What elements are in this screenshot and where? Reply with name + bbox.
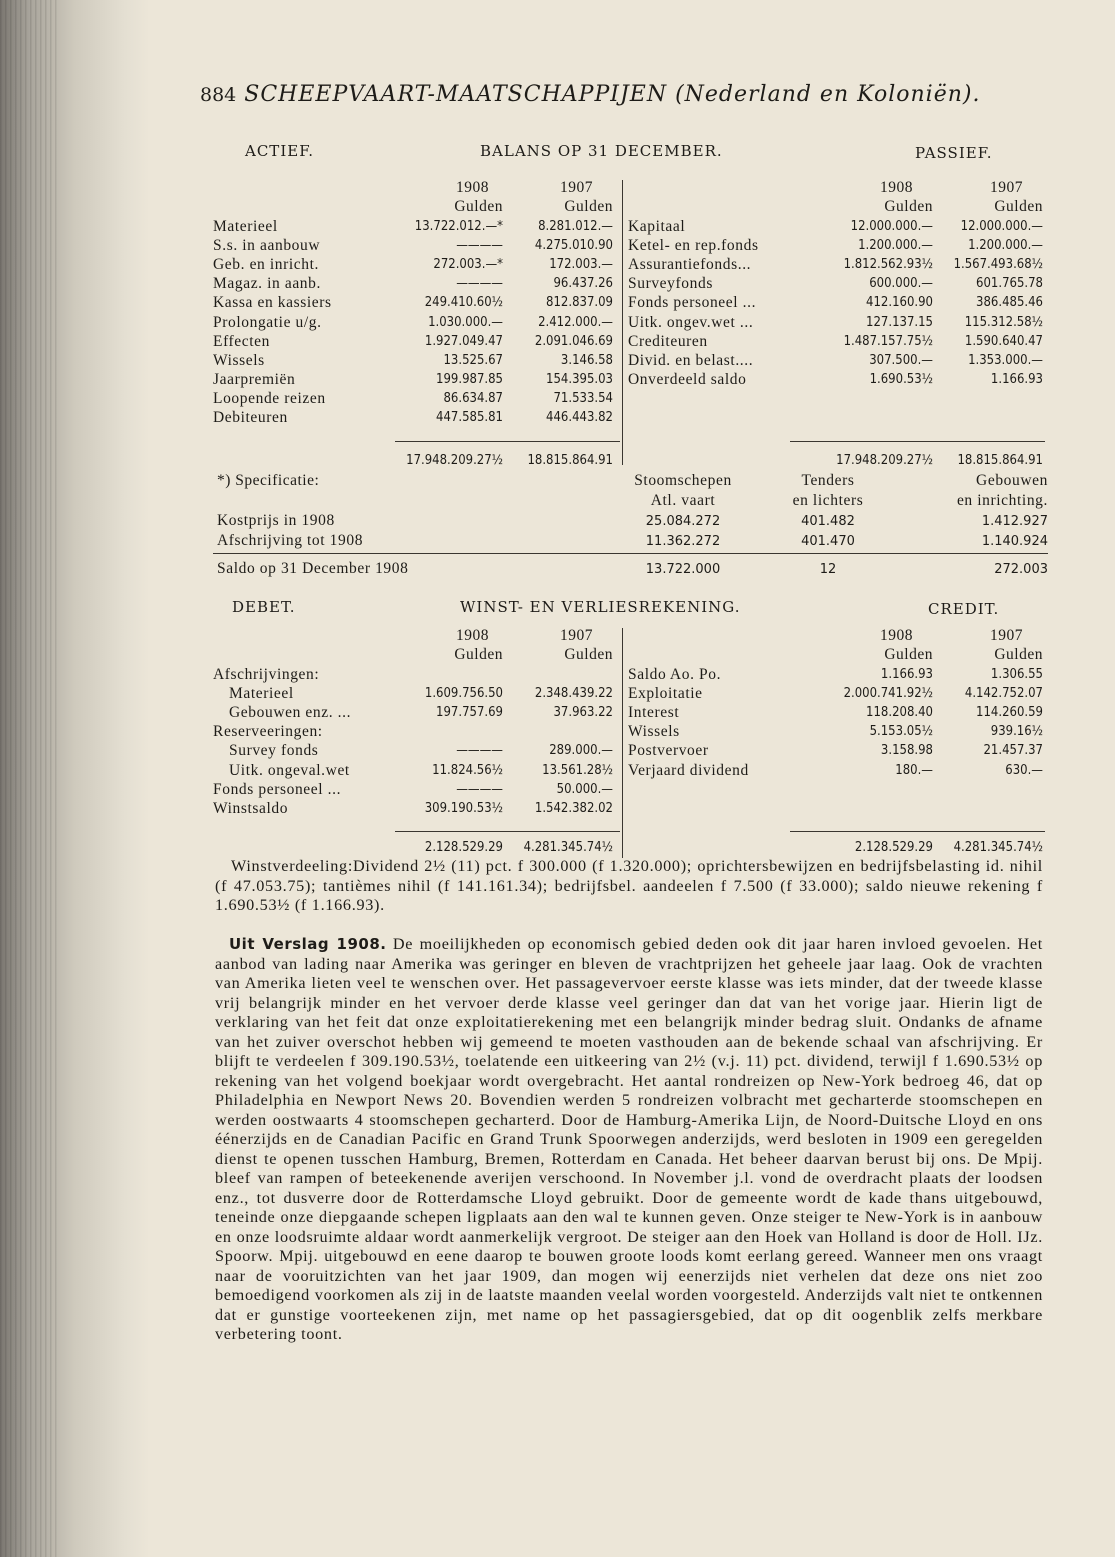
passief-row: [628, 351, 1043, 370]
year-row: [628, 178, 1043, 197]
value-1907: 939.16½: [990, 724, 1043, 740]
value-1907: 1.353.000.—: [968, 352, 1043, 368]
spec-tenders: 401.470: [801, 533, 855, 549]
value-1907: 386.485.46: [976, 295, 1043, 311]
spec-col2-head: Tenders: [801, 472, 855, 489]
value-1907: [503, 664, 613, 683]
page-number: 884: [200, 84, 237, 106]
spec-row-label: Kostprijs in 1908: [217, 512, 335, 529]
passief-total-1908: 17.948.209.27½: [836, 453, 933, 469]
value-1907: 1.306.55: [990, 666, 1043, 682]
spec-row: [213, 551, 1048, 579]
value-1907: 115.312.58½: [964, 314, 1043, 330]
row-label: Reserveeringen:: [213, 723, 323, 741]
value-1907: 114.260.59: [976, 704, 1043, 720]
row-label: Saldo Ao. Po.: [628, 665, 722, 683]
row-label: Verjaard dividend: [628, 761, 749, 779]
value-1908: 86.634.87: [443, 391, 503, 407]
passief-heading: PASSIEF.: [915, 144, 993, 162]
value-1908: 1.030.000.—: [428, 314, 503, 330]
credit-row: [628, 760, 1043, 779]
value-1908: 199.987.85: [436, 372, 503, 388]
debet-total-1907: 4.281.345.74½: [523, 840, 613, 856]
value-1908: ————: [456, 743, 503, 759]
actief-row: [213, 332, 613, 351]
debet-total: [213, 838, 613, 857]
spec-steamships: 11.362.272: [645, 533, 721, 549]
row-label: Materieel: [229, 684, 294, 702]
row-label: Wissels: [213, 351, 265, 369]
spec-buildings: 272.003: [994, 561, 1048, 577]
credit-row: [628, 741, 1043, 760]
row-label: Surveyfonds: [628, 275, 713, 293]
year-a: 1908: [456, 627, 489, 645]
value-1908: 13.722.012.—*: [414, 218, 503, 234]
value-1907: 601.765.78: [976, 276, 1043, 292]
unit-a: Gulden: [884, 646, 933, 664]
value-1908: 447.585.81: [436, 410, 503, 426]
specification-label: *) Specificatie:: [217, 472, 320, 489]
passief-row: [628, 370, 1043, 389]
value-1907: 812.837.09: [546, 295, 613, 311]
value-1907: 289.000.—: [549, 743, 613, 759]
actief-row: [213, 408, 613, 427]
row-label: Debiteuren: [213, 409, 288, 427]
passief-row: [628, 274, 1043, 293]
running-head: [200, 82, 980, 107]
value-1908: 1.690.53½: [869, 372, 933, 388]
row-label: Afschrijvingen:: [213, 665, 320, 683]
value-1908: 2.000.741.92½: [843, 685, 933, 701]
year-b: 1907: [990, 179, 1023, 197]
passief-row: [628, 255, 1043, 274]
actief-heading: ACTIEF.: [245, 142, 315, 160]
debet-heading: DEBET.: [232, 598, 296, 616]
year-row: [213, 178, 613, 197]
debet-row: [213, 741, 613, 760]
actief-row: [213, 236, 613, 255]
debet-row: [213, 722, 613, 741]
value-1907: 1.200.000.—: [968, 237, 1043, 253]
row-label: Magaz. in aanb.: [213, 275, 321, 293]
row-label: Survey fonds: [229, 742, 319, 760]
row-label: Effecten: [213, 332, 271, 350]
row-label: Loopende reizen: [213, 390, 326, 408]
debet-total-rule: [395, 831, 620, 832]
debet-total-1908: 2.128.529.29: [424, 840, 503, 856]
unit-b: Gulden: [564, 198, 613, 216]
credit-row: [628, 722, 1043, 741]
row-label: Winstsaldo: [213, 799, 289, 817]
row-label: Uitk. ongev.wet ...: [628, 313, 754, 331]
value-1908: ————: [456, 237, 503, 253]
passief-total-1907: 18.815.864.91: [957, 453, 1043, 469]
row-label: Ketel- en rep.fonds: [628, 236, 759, 254]
row-label: Geb. en inricht.: [213, 255, 320, 273]
value-1907: 8.281.012.—: [538, 218, 613, 234]
actief-total: [213, 451, 613, 470]
value-1907: 37.963.22: [553, 704, 613, 720]
row-label: Crediteuren: [628, 332, 708, 350]
year-b: 1907: [560, 179, 593, 197]
value-1908: 13.525.67: [443, 352, 503, 368]
value-1907: 446.443.82: [546, 410, 613, 426]
value-1908: [393, 664, 503, 683]
value-1907: 2.348.439.22: [534, 685, 613, 701]
value-1908: 197.757.69: [436, 704, 503, 720]
spec-rule: [213, 553, 1048, 554]
year-a: 1908: [880, 627, 913, 645]
balance-divider: [622, 180, 623, 465]
passief-table: [628, 178, 1043, 389]
spec-col2-sub: en lichters: [792, 492, 864, 509]
actief-row: [213, 351, 613, 370]
debet-row: [213, 664, 613, 683]
debet-table: [213, 626, 613, 818]
row-label: Uitk. ongeval.wet: [229, 761, 350, 779]
value-1908: 1.166.93: [880, 666, 933, 682]
unit-row: [213, 197, 613, 216]
pl-heading: WINST- EN VERLIESREKENING.: [460, 598, 741, 616]
value-1908: [393, 722, 503, 741]
unit-a: Gulden: [454, 198, 503, 216]
value-1908: 1.927.049.47: [424, 333, 503, 349]
value-1908: 1.609.756.50: [424, 685, 503, 701]
unit-b: Gulden: [564, 646, 613, 664]
value-1908: ————: [456, 781, 503, 797]
winstverdeeling-paragraph: Winstverdeeling:Dividend 2½ (11) pct. f 300.000 (f 1.320.000); oprichtersbewijzen en bedrijfsbelasting id. nihil (f 47.053.75); tantièmes nihil (f 141.161.34); bedrijfsbel. aandeelen f 7.500 (f 33.000); saldo nieuwe rekening f 1.690.53½ (f 1.166.93).: [215, 857, 1043, 914]
value-1908: 272.003.—*: [433, 256, 503, 272]
passief-row: [628, 332, 1043, 351]
credit-total-rule: [790, 831, 1045, 832]
actief-row: [213, 216, 613, 235]
value-1907: 50.000.—: [556, 781, 613, 797]
value-1907: 96.437.26: [553, 276, 613, 292]
passief-row: [628, 216, 1043, 235]
page-title: SCHEEPVAART-MAATSCHAPPIJEN (Nederland en Koloniën).: [244, 82, 981, 107]
value-1907: 4.142.752.07: [964, 685, 1043, 701]
credit-table: [628, 626, 1043, 780]
report-heading: Uit Verslag 1908.: [229, 935, 387, 953]
value-1907: 1.542.382.02: [534, 800, 613, 816]
passief-row: [628, 312, 1043, 331]
row-label: Fonds personeel ...: [213, 780, 342, 798]
actief-row: [213, 389, 613, 408]
spec-col1-sub: Atl. vaart: [650, 492, 716, 509]
credit-row: [628, 684, 1043, 703]
value-1907: 1.166.93: [990, 372, 1043, 388]
value-1908: 118.208.40: [866, 704, 933, 720]
actief-row: [213, 274, 613, 293]
value-1907: 2.091.046.69: [534, 333, 613, 349]
actief-row: [213, 312, 613, 331]
value-1907: 1.567.493.68½: [953, 256, 1043, 272]
actief-total-1907: 18.815.864.91: [527, 453, 613, 469]
passief-total-rule: [790, 441, 1045, 442]
value-1907: 2.412.000.—: [538, 314, 613, 330]
value-1908: 3.158.98: [880, 743, 933, 759]
credit-row: [628, 664, 1043, 683]
spec-row: [213, 511, 1048, 531]
debet-row: [213, 780, 613, 799]
row-label: Prolongatie u/g.: [213, 313, 322, 331]
spec-buildings: 1.140.924: [981, 533, 1048, 549]
spec-steamships: 25.084.272: [645, 513, 721, 529]
row-label: Fonds personeel ...: [628, 294, 757, 312]
spec-col1-head: Stoomschepen: [634, 472, 732, 489]
year-b: 1907: [990, 627, 1023, 645]
row-label: Wissels: [628, 723, 680, 741]
year-b: 1907: [560, 627, 593, 645]
debet-row: [213, 703, 613, 722]
actief-table: [213, 178, 613, 427]
credit-total: [628, 838, 1043, 857]
value-1908: 1.812.562.93½: [843, 256, 933, 272]
value-1908: 600.000.—: [869, 276, 933, 292]
value-1907: 21.457.37: [983, 743, 1043, 759]
report-paragraph: [215, 935, 1043, 1345]
value-1908: 1.487.157.75½: [843, 333, 933, 349]
value-1907: 1.590.640.47: [964, 333, 1043, 349]
row-label: Jaarpremiën: [213, 371, 296, 389]
row-label: Onverdeeld saldo: [628, 371, 747, 389]
passief-total: [628, 451, 1043, 470]
value-1908: 180.—: [895, 762, 933, 778]
row-label: Postvervoer: [628, 742, 709, 760]
value-1907: [503, 722, 613, 741]
row-label: Gebouwen enz. ...: [229, 703, 352, 721]
unit-b: Gulden: [994, 198, 1043, 216]
value-1907: 13.561.28½: [542, 762, 613, 778]
debet-row: [213, 799, 613, 818]
value-1908: 412.160.90: [866, 295, 933, 311]
value-1907: 4.275.010.90: [534, 237, 613, 253]
row-label: Divid. en belast....: [628, 351, 754, 369]
spec-row: [213, 531, 1048, 551]
credit-row: [628, 703, 1043, 722]
passief-row: [628, 293, 1043, 312]
year-a: 1908: [880, 179, 913, 197]
unit-a: Gulden: [454, 646, 503, 664]
row-label: Kassa en kassiers: [213, 294, 332, 312]
report-text: De moeilijkheden op economisch gebied deden ook dit jaar haren invloed gevoelen. Het aanbod van lading naar Amerika was geringer en bleven de vrachtprijzen het geheele jaar laag. Ook de vrachten van Amerika lieten veel te wenschen over. Het passagevervoer eerste klasse was iets minder, dat der tweede klasse vrij belangrijk minder en het vervoer derde klasse veel geringer dan dat van het vorige jaar. Hierin ligt de verklaring van het feit dat onze exploitatierekening met een belangrijk minder bedrag sluit. Ondanks de afname van het zuiver overschot hebben wij gemeend te moeten vasthouden aan de bekende schaal van afschrijving. Er blijft te verdeelen f 309.190.53½, toelatende een uitkeering van 2½ (v.j. 11) pct. dividend, terwijl f 1.690.53½ op rekening van het volgend boekjaar wordt overgebracht. Het aantal rondreizen op New-York bedroeg 46, dat op Philadelphia en Newport News 20. Bovendien werden 5 rondreizen volbracht met gecharterde stoomschepen en werden oostwaarts 4 stoomschepen gecharterd. Door de Hamburg-Amerika Lijn, de Noord-Duitsche Lloyd en ons éénerzijds en de Canadian Pacific en Grand Trunk Spoorwegen anderzijds, werd besloten in 1909 een geregelden dienst te openen tusschen Hamburg, Bremen, Rotterdam en Canada. Het beheer daarvan berust bij ons. De Mpij. bleef van rampen of beteekenende averijen verschoond. In November j.l. vond de overdracht plaats der loodsen enz., tot dusverre door de Rotterdamsche Lloyd gebruikt. Door de gemeente wordt de kade thans uitgebouwd, teneinde onze diepgaande schepen ligplaats aan den wal te kunnen geven. Onze steiger te New-York is in aanbouw en onze loodsruimte aldaar wordt aanmerkelijk vergroot. De steiger aan den Hoek van Holland is door de Holl. IJz. Spoorw. Mpij. uitgebouwd en eene daarop te bouwen groote loods komt eerlang gereed. Wanneer men ons vraagt naar de vooruitzichten van het jaar 1909, dan mogen wij eenerzijds niet verhelen dat deze ons niet zoo bemoedigend voorkomen als zij in de laatste maanden veelal worden voorgesteld. Anderzijds valt niet te ontkennen dat er gunstige voorteekenen zijn, met name op het passagiersgebied, dat op dit oogenblik zelfs merkbare verbetering toont.: [215, 935, 1044, 1343]
actief-row: [213, 255, 613, 274]
row-label: Assurantiefonds...: [628, 255, 752, 273]
credit-total-1907: 4.281.345.74½: [953, 840, 1043, 856]
row-label: Materieel: [213, 217, 278, 235]
value-1908: ————: [456, 276, 503, 292]
spec-tenders: 401.482: [801, 513, 855, 529]
value-1908: 307.500.—: [869, 352, 933, 368]
value-1908: 309.190.53½: [424, 800, 503, 816]
spec-buildings: 1.412.927: [981, 513, 1048, 529]
credit-heading: CREDIT.: [928, 600, 1000, 618]
passief-row: [628, 236, 1043, 255]
value-1907: 172.003.—: [549, 256, 613, 272]
row-label: Kapitaal: [628, 217, 686, 235]
value-1907: 3.146.58: [560, 352, 613, 368]
row-label: S.s. in aanbouw: [213, 236, 321, 254]
page-binding-shadow: [0, 0, 150, 1557]
row-label: Interest: [628, 703, 680, 721]
spec-row-label: Saldo op 31 December 1908: [217, 560, 409, 577]
value-1908: 127.137.15: [866, 314, 933, 330]
actief-total-1908: 17.948.209.27½: [406, 453, 503, 469]
debet-row: [213, 684, 613, 703]
pl-divider: [622, 628, 623, 858]
value-1908: 1.200.000.—: [858, 237, 933, 253]
actief-row: [213, 293, 613, 312]
unit-a: Gulden: [884, 198, 933, 216]
spec-row-label: Afschrijving tot 1908: [217, 532, 364, 549]
value-1907: 154.395.03: [546, 372, 613, 388]
value-1908: 12.000.000.—: [850, 218, 933, 234]
value-1908: 11.824.56½: [432, 762, 503, 778]
value-1907: 71.533.54: [553, 391, 613, 407]
actief-row: [213, 370, 613, 389]
row-label: Exploitatie: [628, 684, 703, 702]
value-1907: 630.—: [1005, 762, 1043, 778]
spec-tenders: 12: [819, 561, 837, 577]
year-a: 1908: [456, 179, 489, 197]
credit-total-1908: 2.128.529.29: [854, 840, 933, 856]
debet-row: [213, 760, 613, 779]
spec-col3-sub: en inrichting.: [956, 492, 1048, 509]
value-1908: 249.410.60½: [424, 295, 503, 311]
value-1907: 12.000.000.—: [960, 218, 1043, 234]
unit-row: [628, 197, 1043, 216]
unit-b: Gulden: [994, 646, 1043, 664]
value-1908: 5.153.05½: [869, 724, 933, 740]
actief-total-rule: [395, 441, 620, 442]
balance-heading: BALANS OP 31 DECEMBER.: [480, 142, 723, 160]
spec-steamships: 13.722.000: [645, 561, 721, 577]
specification-table: [213, 471, 1048, 579]
spec-col3-head: Gebouwen: [976, 472, 1048, 489]
